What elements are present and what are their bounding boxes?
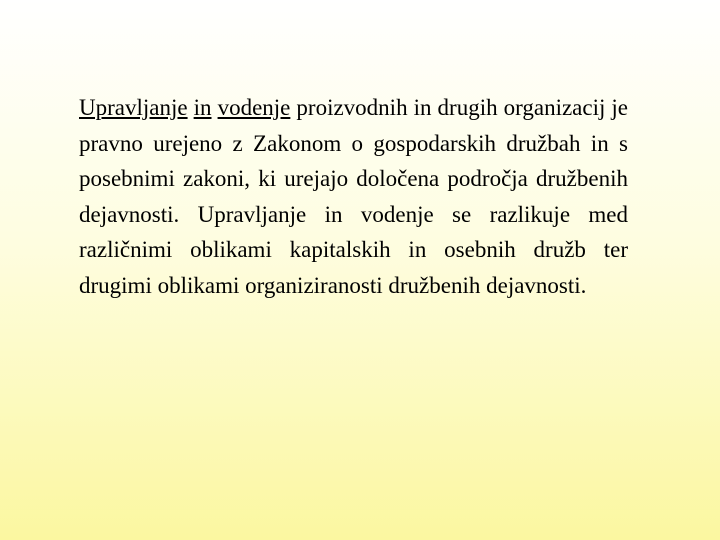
underlined-term-vodenje: vodenje <box>217 95 291 120</box>
paragraph-body: proizvodnih in drugih organizacij je pravno urejeno z Zakonom o gospodarskih družbah in s posebnimi zakoni, ki urejajo določena področja družbenih dejavnosti. Upravljanje in vodenje se razlikuje med različnimi oblikami kapitalskih in osebnih družb ter drugimi oblikami organiziranosti družbenih dejavnosti. <box>79 95 629 298</box>
underlined-term-in: in <box>193 95 212 120</box>
underlined-term-upravljanje: Upravljanje <box>79 95 188 120</box>
paragraph <box>79 90 628 303</box>
